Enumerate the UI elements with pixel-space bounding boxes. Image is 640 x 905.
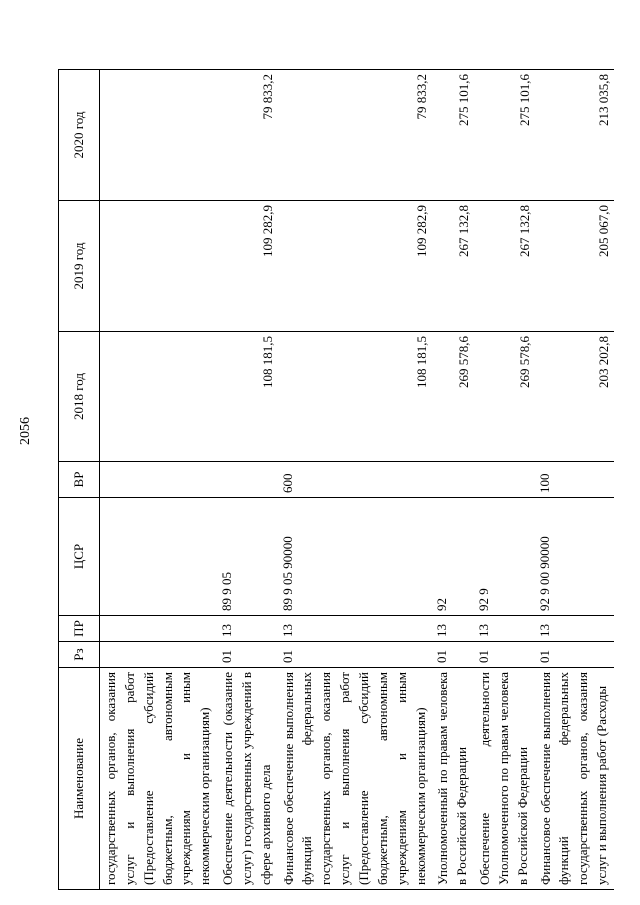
row-2018: 269 578,6 <box>432 332 474 462</box>
table-row <box>100 70 218 890</box>
budget-table <box>58 69 614 890</box>
header-name: Наименование <box>59 668 100 890</box>
row-2020: 275 101,6 <box>432 70 474 201</box>
page-number: 2056 <box>18 417 33 445</box>
row-pr: 13 <box>535 616 614 642</box>
row-2018 <box>100 332 218 462</box>
table-row <box>217 70 278 890</box>
header-rz: Рз <box>59 642 100 668</box>
header-pr: ПР <box>59 616 100 642</box>
table-row <box>278 70 433 890</box>
row-pr: 13 <box>432 616 474 642</box>
row-rz: 01 <box>217 642 278 668</box>
row-pr: 13 <box>278 616 433 642</box>
row-2020: 79 833,2 <box>217 70 278 201</box>
row-name: Финансовое обеспечение выполнения функций федеральных государственных органов, оказания услуг и выполнения работ (Расходы <box>535 668 614 890</box>
row-csr: 92 <box>432 498 474 616</box>
row-name: Обеспечение деятельности (оказание услуг) государственных учреждений в сфере архивного дела <box>217 668 278 890</box>
row-vr <box>100 462 218 498</box>
row-name: Финансовое обеспечение выполнения функций федеральных государственных органов, оказания услуг и выполнения работ (Предоставление субсидий бюджетным, автономным учреждениям и иным некоммерческим организациям) <box>278 668 433 890</box>
row-2019: 205 067,0 <box>535 201 614 332</box>
row-rz: 01 <box>535 642 614 668</box>
row-vr <box>432 462 474 498</box>
row-2020: 275 101,6 <box>474 70 535 201</box>
row-name: государственных органов, оказания услуг и выполнения работ (Предоставление субсидий бюджетным, автономным учреждениям и иным некоммерческим организациям) <box>100 668 218 890</box>
row-2020: 213 035,8 <box>535 70 614 201</box>
row-2018: 108 181,5 <box>278 332 433 462</box>
table-row <box>432 70 474 890</box>
row-2020: 79 833,2 <box>278 70 433 201</box>
row-rz: 01 <box>432 642 474 668</box>
row-pr <box>100 616 218 642</box>
table-header-row <box>59 70 100 890</box>
row-2019: 267 132,8 <box>432 201 474 332</box>
header-csr: ЦСР <box>59 498 100 616</box>
row-name: Обеспечение деятельности Уполномоченного по правам человека в Российской Федерации <box>474 668 535 890</box>
row-2019 <box>100 201 218 332</box>
row-2020 <box>100 70 218 201</box>
table-row <box>535 70 614 890</box>
row-2019: 109 282,9 <box>278 201 433 332</box>
row-2019: 267 132,8 <box>474 201 535 332</box>
header-2020: 2020 год <box>59 70 100 201</box>
row-2018: 108 181,5 <box>217 332 278 462</box>
row-vr <box>217 462 278 498</box>
row-name: Уполномоченный по правам человека в Российской Федерации <box>432 668 474 890</box>
header-2018: 2018 год <box>59 332 100 462</box>
row-csr: 89 9 05 <box>217 498 278 616</box>
table-row <box>474 70 535 890</box>
row-2019: 109 282,9 <box>217 201 278 332</box>
row-rz: 01 <box>474 642 535 668</box>
row-vr: 600 <box>278 462 433 498</box>
row-rz: 01 <box>278 642 433 668</box>
row-rz <box>100 642 218 668</box>
header-2019: 2019 год <box>59 201 100 332</box>
row-csr <box>100 498 218 616</box>
budget-table-container <box>58 70 611 890</box>
header-vr: ВР <box>59 462 100 498</box>
row-pr: 13 <box>474 616 535 642</box>
row-2018: 203 202,8 <box>535 332 614 462</box>
row-vr <box>474 462 535 498</box>
row-csr: 89 9 05 90000 <box>278 498 433 616</box>
row-pr: 13 <box>217 616 278 642</box>
row-csr: 92 9 00 90000 <box>535 498 614 616</box>
row-csr: 92 9 <box>474 498 535 616</box>
row-2018: 269 578,6 <box>474 332 535 462</box>
row-vr: 100 <box>535 462 614 498</box>
